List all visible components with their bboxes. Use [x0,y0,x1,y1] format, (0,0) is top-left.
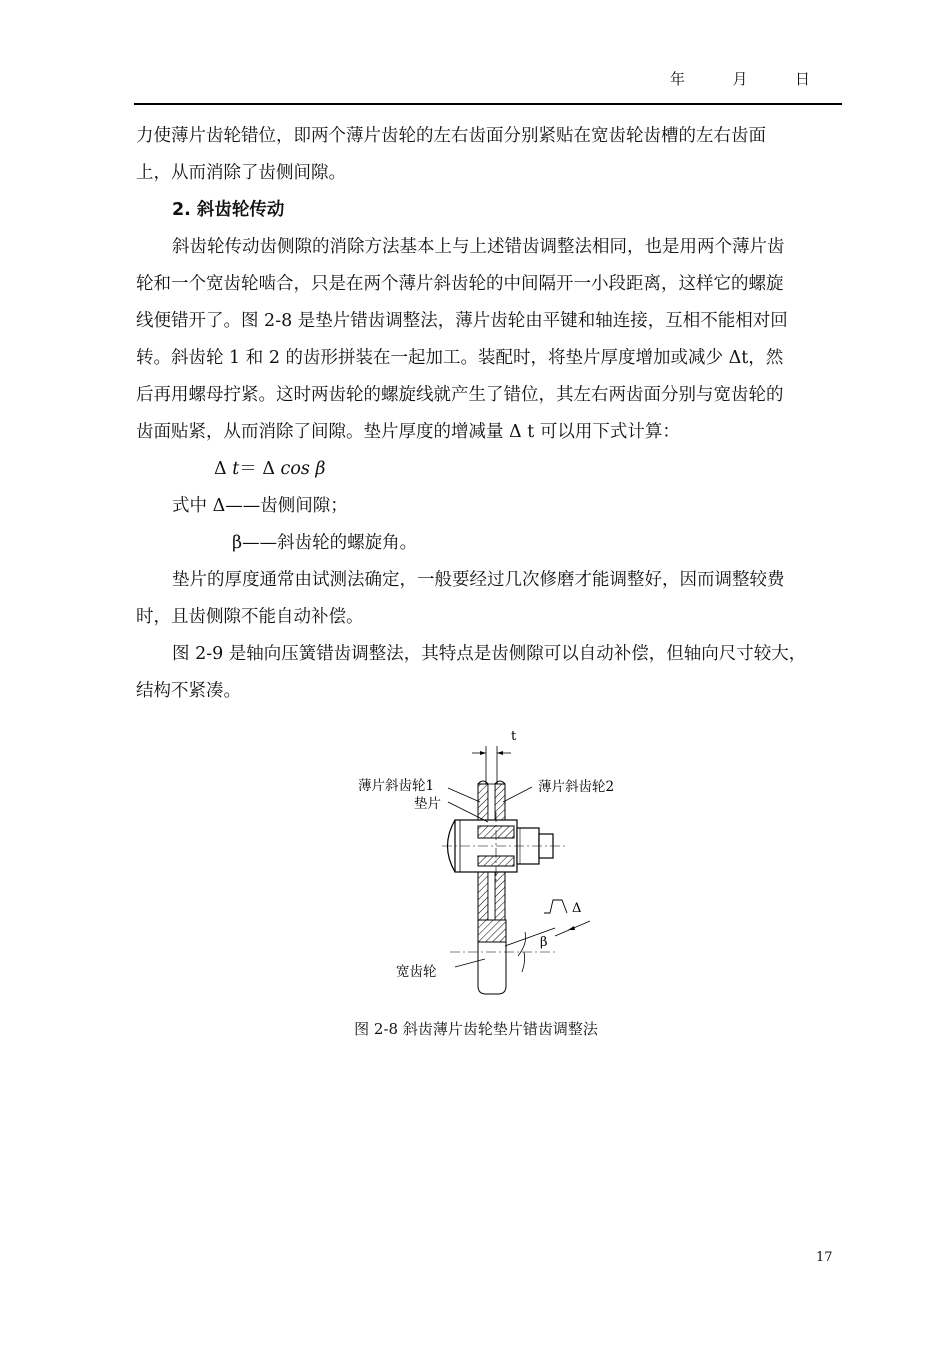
where-definition: β——斜齿轮的螺旋角。 [232,533,418,553]
tooth-profile [544,900,567,913]
paragraph-line: 垫片的厚度通常由试测法确定，一般要经过几次修磨才能调整好，因而调整较费 [172,570,785,590]
label-shim: 垫片 [414,796,441,812]
header-day: 日 [794,70,810,88]
label-beta: β [540,935,548,950]
formula-eq: ＝ Δ [239,459,281,479]
paragraph-line: 斜齿轮传动齿侧隙的消除方法基本上与上述错齿调整法相同，也是用两个薄片齿 [172,237,785,257]
gear-diagram-svg [300,724,660,1004]
where-clause: 式中 Δ——齿侧间隙； [172,496,348,516]
formula-cos: cos β [280,459,326,479]
label-t: t [511,729,517,744]
paragraph-line: 结构不紧凑。 [136,681,241,701]
label-wide-gear: 宽齿轮 [396,964,437,980]
label-gear2: 薄片斜齿轮2 [538,779,615,795]
figure-caption: 图 2-8 斜齿薄片齿轮垫片错齿调整法 [354,1020,598,1038]
label-gear1: 薄片斜齿轮1 [358,778,435,794]
gear-diagram [300,724,660,1004]
header-year: 年 [670,70,686,88]
formula-delta: Δ [214,459,233,479]
body-text [136,118,841,710]
header-month: 月 [732,70,748,88]
header-rule [134,103,842,105]
header-date [670,68,810,89]
wide-gear-hatch [478,920,506,942]
paragraph-line: 图 2-9 是轴向压簧错齿调整法，其特点是齿侧隙可以自动补偿，但轴向尺寸较大， [172,644,807,664]
paragraph-line: 轮和一个宽齿轮啮合，只是在两个薄片斜齿轮的中间隔开一小段距离，这样它的螺旋 [136,274,784,294]
label-delta: Δ [572,901,582,916]
paragraph-line: 后再用螺母拧紧。这时两齿轮的螺旋线就产生了错位，其左右两齿面分别与宽齿轮的 [136,385,784,405]
section-heading: 2. 斜齿轮传动 [172,200,285,220]
paragraph-line: 转。斜齿轮 1 和 2 的齿形拼装在一起加工。装配时，将垫片厚度增加或减少 Δt，然 [136,348,784,368]
paragraph-line: 力使薄片齿轮错位，即两个薄片齿轮的左右齿面分别紧贴在宽齿轮齿槽的左右齿面 [136,126,766,146]
formula [136,451,841,488]
paragraph-line: 时，且齿侧隙不能自动补偿。 [136,607,364,627]
paragraph-line: 线便错开了。图 2-8 是垫片错齿调整法，薄片齿轮由平键和轴连接，互相不能相对回 [136,311,788,331]
page-number: 17 [816,1250,833,1265]
paragraph-line: 上，从而消除了齿侧间隙。 [136,163,346,183]
paragraph-line: 齿面贴紧，从而消除了间隙。垫片厚度的增减量 Δ t 可以用下式计算： [136,422,680,442]
formula-t: t [232,459,240,479]
